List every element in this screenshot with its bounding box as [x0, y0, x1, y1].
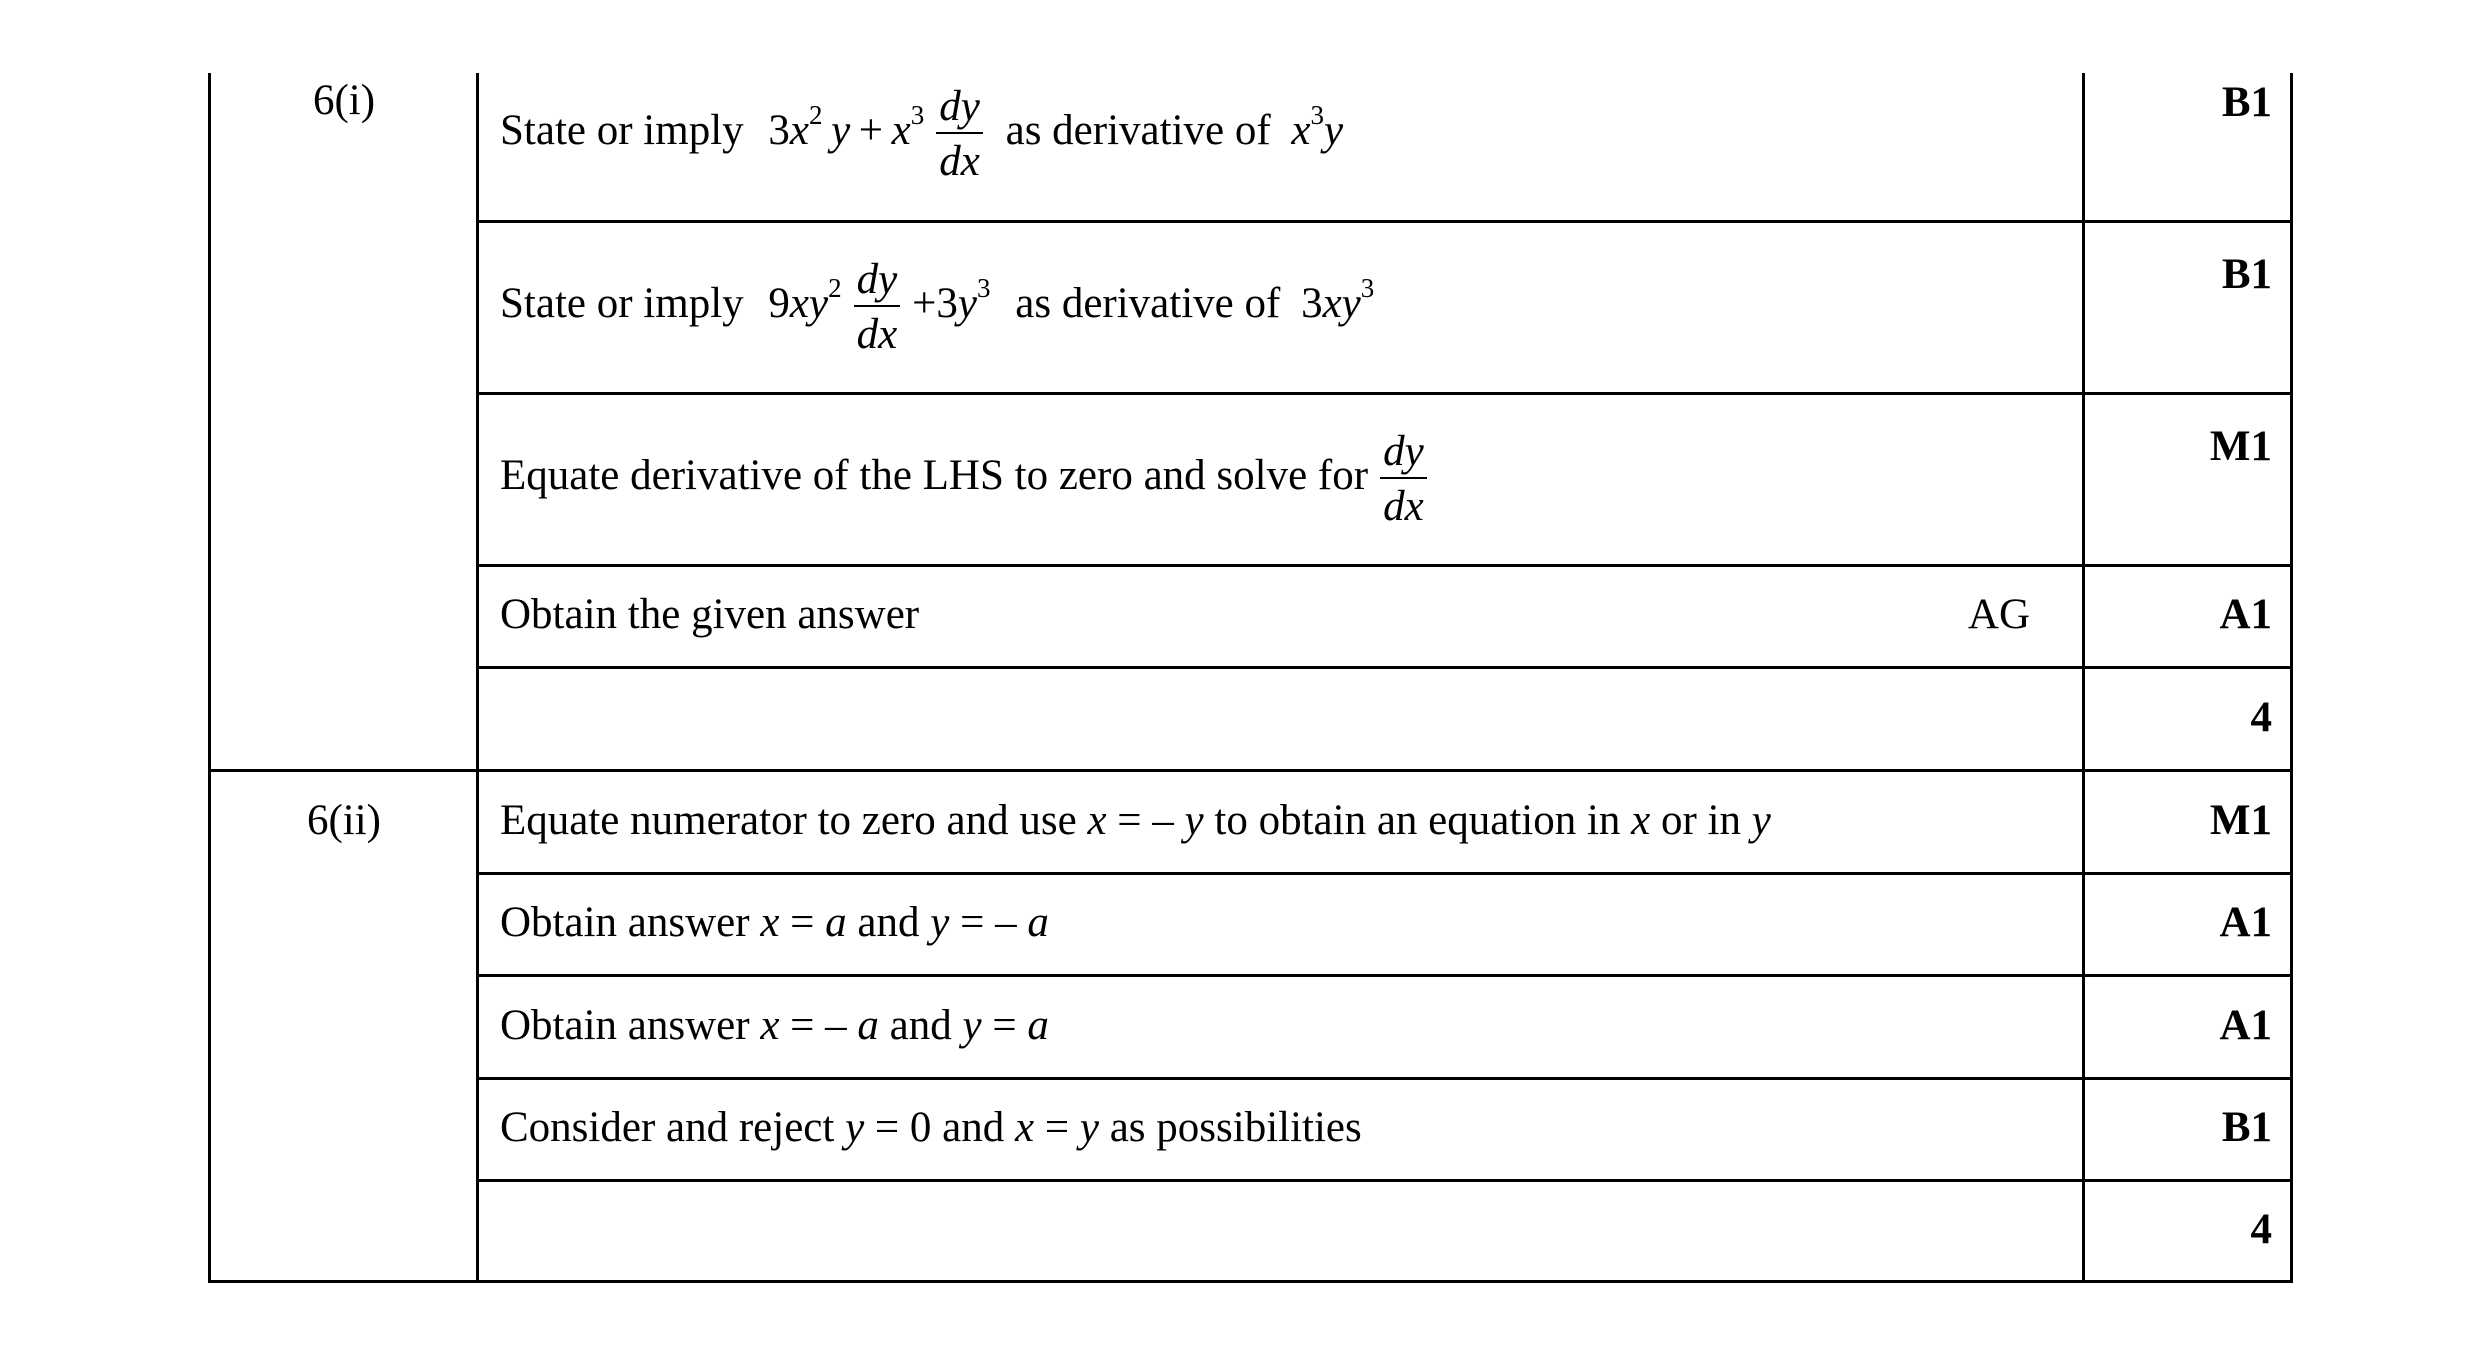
derivative-fraction: $\frac{dy}{dx}$ — [1380, 430, 1427, 528]
math-variable: y — [957, 279, 978, 327]
math-variable: y — [831, 106, 851, 154]
answer-cell — [500, 590, 2070, 640]
math-expression — [1301, 272, 1375, 327]
math-variable: x — [789, 106, 809, 154]
math-coefficient: 3 — [936, 279, 958, 327]
math-coefficient: 3 — [1301, 279, 1323, 327]
answer-text: State or imply — [500, 279, 744, 327]
math-variable: y — [1324, 106, 1344, 154]
mark-code: M1 — [2209, 423, 2272, 470]
question-label: 6(i) — [312, 77, 376, 124]
math-coefficient: 9 — [768, 279, 790, 327]
row-divider — [476, 220, 2293, 223]
row-divider — [476, 1077, 2293, 1080]
row-divider — [476, 872, 2293, 875]
question-label: 6(ii) — [306, 797, 382, 844]
math-variable: x — [891, 106, 911, 154]
derivative-fraction: $\frac{dy}{dx}$ — [936, 85, 983, 183]
answer-cell — [500, 85, 2070, 183]
total-marks: 4 — [2250, 1206, 2272, 1253]
answer-text: as derivative of — [1005, 106, 1271, 154]
answer-cell: Obtain answer x = – a and y = a — [500, 1002, 1049, 1049]
mark-code: B1 — [2221, 251, 2272, 298]
math-variable: xy — [1322, 279, 1361, 327]
math-exponent: 3 — [1360, 272, 1375, 303]
table-border-left — [208, 73, 211, 1283]
math-operator: + — [858, 106, 884, 154]
answer-text: Obtain the given answer — [500, 591, 920, 638]
mark-code: M1 — [2209, 797, 2272, 844]
mark-code: A1 — [2219, 1002, 2272, 1049]
answer-cell: Equate numerator to zero and use x = – y to obtain an equation in x or in y — [500, 797, 1771, 844]
math-expression — [768, 99, 925, 154]
mark-code: B1 — [2221, 1104, 2272, 1151]
answer-given-note: AG — [1967, 591, 2030, 638]
answer-cell: Consider and reject y = 0 and x = y as possibilities — [500, 1104, 1362, 1151]
answer-cell — [500, 430, 2070, 528]
table-border-question-col — [476, 73, 479, 1283]
math-exponent: 2 — [808, 99, 823, 130]
math-expression — [1291, 99, 1344, 154]
mark-code: A1 — [2219, 591, 2272, 638]
math-variable: x — [1291, 106, 1311, 154]
row-divider — [476, 392, 2293, 395]
math-expression — [768, 272, 842, 327]
question-divider — [208, 769, 2293, 772]
math-variable: xy — [789, 279, 829, 327]
table-border-bottom — [208, 1280, 2293, 1283]
row-divider — [476, 564, 2293, 567]
math-exponent: 3 — [1310, 99, 1325, 130]
answer-cell: Obtain answer x = a and y = – a — [500, 899, 1049, 946]
row-divider — [476, 974, 2293, 977]
math-coefficient: 3 — [768, 106, 790, 154]
row-divider — [476, 666, 2293, 669]
mark-code: B1 — [2221, 79, 2272, 126]
math-exponent: 2 — [828, 272, 842, 303]
table-border-right — [2290, 73, 2293, 1283]
math-expression — [912, 272, 991, 327]
answer-text: as derivative of — [1015, 279, 1281, 327]
answer-cell — [500, 258, 2070, 356]
mark-code: A1 — [2219, 899, 2272, 946]
derivative-fraction: $\frac{dy}{dx}$ — [854, 258, 901, 356]
answer-text: Equate derivative of the LHS to zero and solve for — [500, 451, 1369, 499]
answer-text: State or imply — [500, 106, 744, 154]
total-marks: 4 — [2250, 694, 2272, 741]
math-exponent: 3 — [910, 99, 925, 130]
row-divider — [476, 1179, 2293, 1182]
math-operator: + — [912, 279, 937, 327]
math-exponent: 3 — [977, 272, 991, 303]
